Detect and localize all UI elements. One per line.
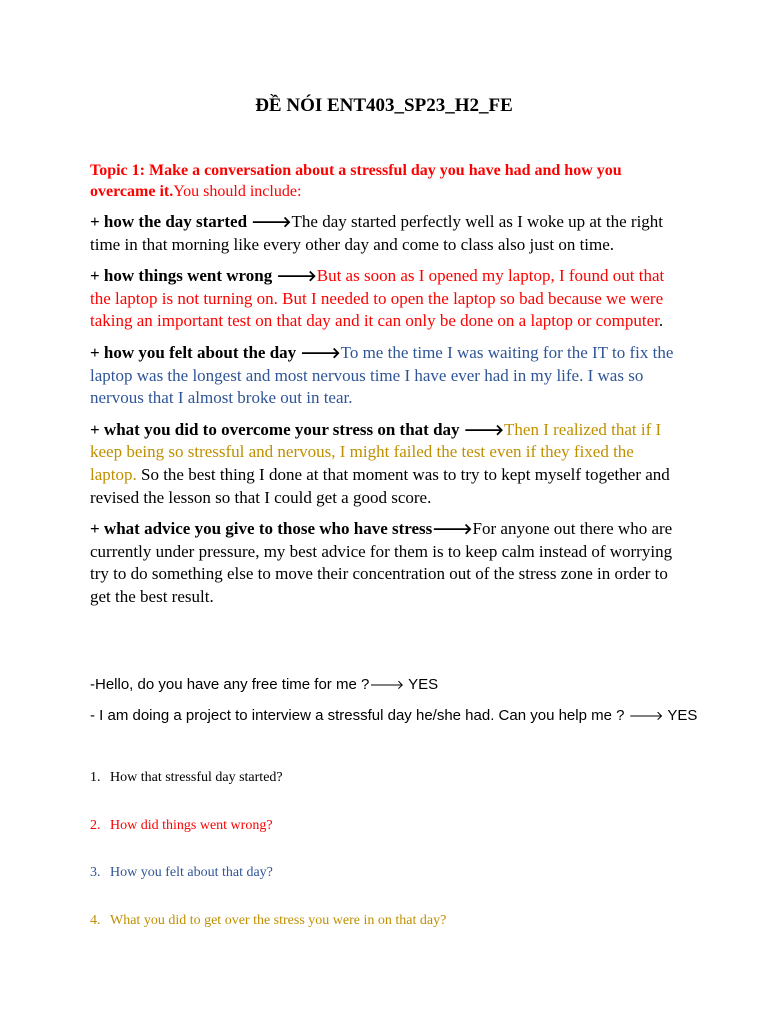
item-went-wrong	[90, 265, 680, 333]
question-number: 2.	[90, 818, 101, 833]
question-item	[90, 818, 690, 834]
dialog-line	[90, 676, 710, 693]
question-number: 4.	[90, 913, 101, 928]
dialog-text: - I am doing a project to interview a stressful day he/she had. Can you help me ?	[90, 707, 629, 724]
dialog-answer: YES	[663, 707, 698, 724]
arrow-right-icon: 🡒	[432, 520, 473, 539]
item-answer: Then I realized that if I keep being so stressful and nervous, I might failed the test even if they fixed the laptop.	[90, 419, 662, 484]
item-label: + what advice you give to those who have stress	[90, 519, 433, 539]
topic-content	[90, 160, 680, 618]
topic-bold-text: Topic 1: Make a conversation about a stressful day you have had and how you overcame it.	[90, 162, 622, 200]
question-number: 1.	[90, 770, 101, 785]
item-label: + how the day started	[90, 212, 252, 231]
item-advice	[90, 518, 680, 608]
dialog-text: -Hello, do you have any free time for me ?	[90, 676, 370, 693]
topic-instruction: You should include:	[173, 183, 302, 200]
question-text: What you did to get over the stress you were in on that day?	[110, 913, 447, 928]
page-title: ĐỀ NÓI ENT403_SP23_H2_FE	[255, 95, 513, 116]
item-answer-tail: So the best thing I done at that moment was to try to kept myself together and revised the lesson so that I could get a good score.	[90, 464, 670, 507]
item-label: + how things went wrong	[90, 266, 277, 286]
item-day-started	[90, 211, 680, 256]
item-answer: To me the time I was waiting for the IT to fix the laptop was the longest and most nervous time I have ever had in my life. I was so nervous that I almost broke out in tear.	[90, 342, 674, 408]
arrow-right-icon: 🡒	[369, 678, 405, 693]
dialog-line	[90, 707, 710, 724]
arrow-right-icon: 🡒	[300, 343, 341, 362]
item-answer: But as soon as I opened my laptop, I found out that the laptop is not turning on. But I needed to open the laptop so bad because we were taking an important test on that day and it can only be done on a laptop or computer	[90, 266, 665, 331]
question-item	[90, 770, 690, 786]
item-answer: The day started perfectly well as I woke up at the right time in that morning like every other day and come to class also just on time.	[90, 212, 664, 254]
question-text: How did things went wrong?	[110, 818, 273, 833]
item-answer-tail: .	[658, 311, 664, 331]
item-felt	[90, 342, 680, 410]
question-text: How you felt about that day?	[110, 865, 273, 880]
item-overcome	[90, 419, 680, 509]
item-answer: For anyone out there who are currently under pressure, my best advice for them is to keep calm instead of worrying try to do something else to move their concentration out of the stress zone in order to get the best result.	[90, 519, 673, 606]
question-number: 3.	[90, 865, 101, 880]
arrow-right-icon: 🡒	[628, 709, 664, 724]
question-item	[90, 865, 690, 881]
arrow-right-icon: 🡒	[276, 267, 317, 286]
item-label: + what you did to overcome your stress on that day	[90, 419, 464, 439]
arrow-right-icon: 🡒	[251, 213, 292, 231]
item-label: + how you felt about the day	[90, 342, 301, 362]
dialog-answer: YES	[404, 676, 439, 693]
topic-heading	[90, 160, 680, 202]
question-text: How that stressful day started?	[110, 770, 283, 785]
arrow-right-icon: 🡒	[463, 420, 505, 439]
question-item	[90, 913, 690, 929]
